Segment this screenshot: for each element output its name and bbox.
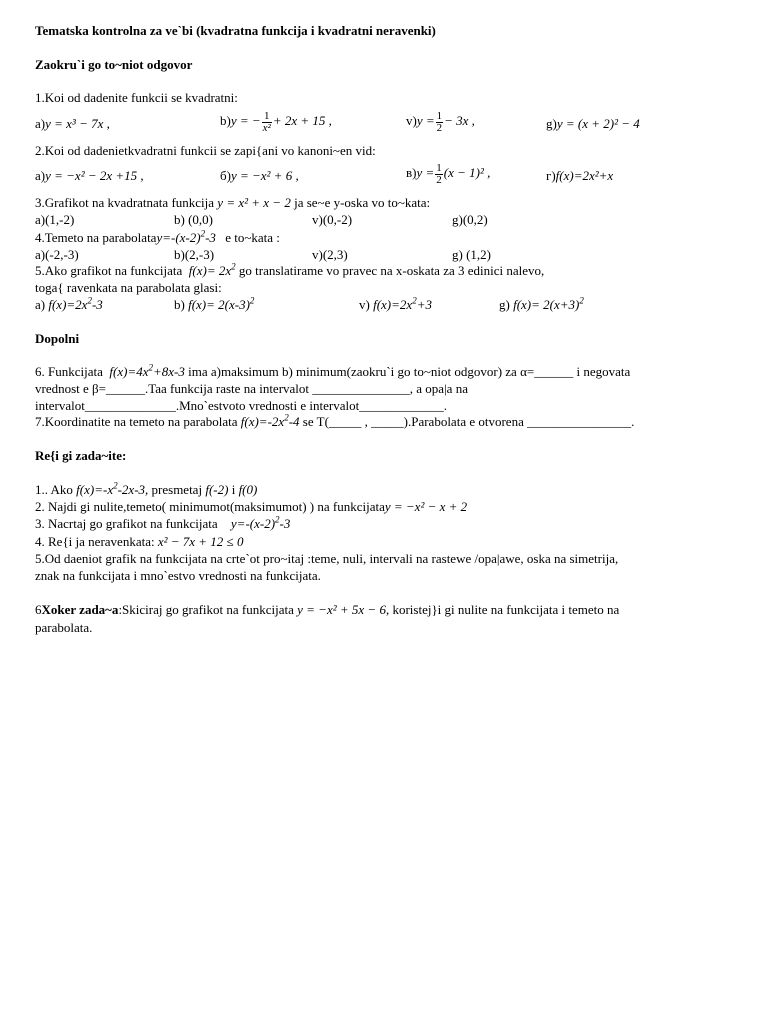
question-5-line-2: toga{ ravenkata na parabolata glasi: [35, 280, 222, 295]
q5-expr: $f(x)= 2x^2$ [185, 261, 236, 278]
q5-option-b [174, 297, 254, 313]
q5-option-b-expr: $f(x)= 2(x-3)^2$ [188, 295, 255, 312]
q3-expr: y = x² + x − 2 [217, 195, 291, 210]
q4-option-g: g) (1,2) [452, 247, 491, 262]
fraction-numerator: 1 [262, 111, 272, 123]
q5-option-v-label: v) [359, 297, 370, 312]
q6-text-pre: 6. Funkcijata [35, 364, 103, 379]
q1-option-v-label: v) [406, 113, 417, 128]
q6-text-post: ima a)maksimum b) minimum(zaokru`i go to~niot odgovor) za α=______ i negovata [188, 364, 631, 379]
problem-5-line-1: 5.Od daeniot grafik na funkcijata na crte`ot pro~itaj :teme, nuli, intervali na rastewe /opa|awe, oska na simetrija, [35, 551, 619, 566]
q2-option-g-label: г) [546, 168, 556, 183]
fraction-denominator: 2 [436, 121, 443, 134]
p3-expr: $y=-(x-2)^2-3$ [230, 514, 291, 531]
q4-option-a: a)(-2,-3) [35, 247, 79, 262]
q1-option-b-expr-pre: y = − [230, 113, 261, 128]
q1-option-v [406, 108, 475, 134]
problem-2 [35, 499, 467, 515]
q5-option-a-label: a) [35, 297, 46, 312]
q5-option-b-label: b) [174, 297, 185, 312]
q1-option-v-expr-post: − 3x , [444, 113, 475, 128]
q5-option-g [499, 297, 584, 313]
section-heading-solve: Re{i gi zada~ite: [35, 448, 127, 463]
q1-option-b-fraction [262, 111, 272, 134]
q1-option-g-label: g) [546, 116, 557, 131]
q1-option-b [220, 108, 332, 134]
q4-option-v: v)(2,3) [312, 247, 348, 262]
q2-option-g-expr: f(x)=2x²+x [555, 168, 614, 183]
q4-option-b: b)(2,-3) [174, 247, 215, 262]
q1-option-a [35, 116, 110, 132]
q2-option-a-expr: y = −x² − 2x +15 , [45, 168, 144, 183]
q2-option-b [220, 168, 299, 184]
problem-1 [35, 482, 257, 498]
q3-text-pre: 3.Grafikot na kvadratnata funkcija [35, 195, 215, 210]
q5-option-g-expr: $f(x)= 2(x+3)^2$ [513, 295, 584, 312]
p4-text: 4. Re{i ja neravenkata: [35, 534, 155, 549]
q3-option-v: v)(0,-2) [312, 212, 353, 227]
q4-text-pre: 4.Temeto na parabolata [35, 230, 157, 245]
q1-option-v-fraction [436, 111, 444, 134]
p1-text-and: i [231, 482, 236, 497]
q2-option-a-label: a) [35, 168, 46, 183]
q6-expr: $f(x)=4x^2+8x-3$ [106, 362, 185, 379]
q1-option-b-expr-post: + 2x + 15 , [272, 113, 332, 128]
question-2-text: 2.Koi od dadenietkvadratni funkcii se zapi{ani vo kanoni~en vid: [35, 143, 376, 158]
p6-text-pre: :Skiciraj go grafikot na funkcijata [118, 602, 294, 617]
q2-option-v-label: в) [406, 165, 417, 180]
problem-6-line-1 [35, 602, 619, 618]
question-3-text [35, 195, 430, 211]
q4-text-post: e to~kata : [225, 230, 280, 245]
problem-6-line-2: parabolata. [35, 620, 93, 635]
q5-option-g-label: g) [499, 297, 510, 312]
q1-option-g-expr: y = (x + 2)² − 4 [556, 116, 640, 131]
section-heading-circle: Zaokru`i go to~niot odgovor [35, 57, 193, 72]
q1-option-b-label: b) [220, 113, 231, 128]
p4-expr: x² − 7x + 12 ≤ 0 [157, 534, 244, 549]
question-6-line-2: vrednost e β=______.Taa funkcija raste na intervalot _______________, a opa|a na [35, 381, 468, 396]
q5-option-v [359, 297, 432, 313]
p6-expr: y = −x² + 5x − 6 [297, 602, 386, 617]
p3-text: 3. Nacrtaj go grafikot na funkcijata [35, 516, 218, 531]
problem-4 [35, 534, 243, 550]
question-5-line-1 [35, 263, 544, 279]
p1-expr-function: $f(x)=-x^2-2x-3$, [76, 480, 149, 497]
q1-option-v-expr-pre: y = [416, 113, 435, 128]
q2-option-v-expr-post: (x − 1)² , [443, 165, 491, 180]
question-6-line-3: intervalot______________.Mno`estvoto vrednosti e intervalot_____________. [35, 398, 447, 413]
p6-text-post: , koristej}i gi nulite na funkcijata i temeto na [385, 602, 620, 617]
fraction-denominator: x² [262, 121, 271, 134]
q1-option-g [546, 116, 640, 132]
q2-option-v-fraction [435, 163, 443, 186]
p1-text-mid: presmetaj [151, 482, 203, 497]
q5-option-a [35, 297, 103, 313]
question-4-text [35, 230, 280, 246]
q7-text-post: se T(_____ , _____).Parabolata e otvorena ________________. [302, 414, 635, 429]
q2-option-b-label: б) [220, 168, 231, 183]
fraction-numerator: 1 [436, 161, 442, 174]
p2-text: 2. Najdi gi nulite,temeto( minimumot(maksimumot) ) na funkcijata [35, 499, 385, 514]
worksheet-title: Tematska kontrolna za ve`bi (kvadratna funkcija i kvadratni neravenki) [35, 23, 436, 38]
p1-expr-value-2: f(0) [238, 482, 258, 497]
fraction-numerator: 1 [436, 109, 443, 122]
section-heading-complete: Dopolni [35, 331, 80, 346]
q2-option-b-expr: y = −x² + 6 , [230, 168, 299, 183]
q1-option-a-label: a) [35, 116, 46, 131]
p6-bonus-label: Xoker zada~a [41, 602, 119, 617]
q4-expr: $y=-(x-2)^2-3$ [156, 228, 216, 245]
q1-option-a-expr: y = x³ − 7x , [45, 116, 110, 131]
p2-expr: y = −x² − x + 2 [384, 499, 468, 514]
q2-option-v-expr-pre: y = [416, 165, 435, 180]
q2-option-v [406, 160, 490, 186]
q3-option-b: b) (0,0) [174, 212, 213, 227]
q3-text-post: ja se~e y-oska vo to~kata: [294, 195, 431, 210]
q3-option-g: g)(0,2) [452, 212, 488, 227]
q5-text-pre: 5.Ako grafikot na funkcijata [35, 263, 183, 278]
q5-option-a-expr: $f(x)=2x^2-3$ [48, 295, 103, 312]
q5-text-post: go translatirame vo pravec na x-oskata za 3 edinici nalevo, [238, 263, 545, 278]
question-7-text [35, 414, 634, 430]
question-1-text: 1.Koi od dadenite funkcii se kvadratni: [35, 90, 238, 105]
q7-text-pre: 7.Koordinatite na temeto na parabolata [35, 414, 238, 429]
problem-5-line-2: znak na funkcijata i mno`estvo vrednosti na funkcijata. [35, 568, 321, 583]
problem-3 [35, 516, 290, 532]
q2-option-g [546, 168, 613, 184]
q7-expr: $f(x)=-2x^2-4$ [240, 412, 300, 429]
p1-text-pre: 1.. Ako [35, 482, 73, 497]
p1-expr-value-1: f(-2) [205, 482, 229, 497]
question-6-line-1 [35, 364, 630, 380]
p6-number: 6 [35, 602, 42, 617]
fraction-denominator: 2 [436, 173, 442, 186]
q3-option-a: a)(1,-2) [35, 212, 75, 227]
q2-option-a [35, 168, 144, 184]
q5-option-v-expr: $f(x)=2x^2+3$ [373, 295, 432, 312]
